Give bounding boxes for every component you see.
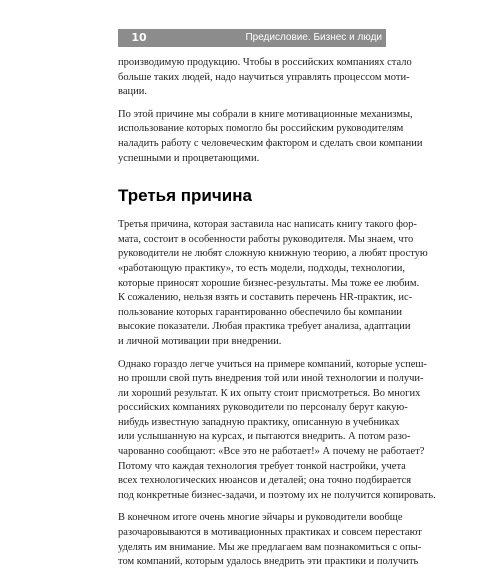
text-line: успешными и процветающими. <box>118 152 260 164</box>
text-line: мата, состоит в особенности работы руководителя. Мы знаем, что <box>118 233 414 245</box>
text-line: наладить работу с человеческим фактором и сделать свои компании <box>118 137 423 149</box>
paragraph <box>118 108 423 166</box>
text-line: руководители не любят сложную книжную теорию, а любят простую <box>118 248 428 260</box>
text-line: больше таких людей, надо научиться управлять процессом моти- <box>118 71 410 83</box>
text-line: том компаний, которым удалось внедрить эти практики и получить <box>118 556 419 568</box>
text-line: разочаровываются в мотивационных практиках и совсем перестают <box>118 527 422 539</box>
text-line: всех технологических нюансов и деталей; она точно подбирается <box>118 475 412 487</box>
text-line: Третья причина, которая заставила нас написать книгу такого фор- <box>118 219 417 231</box>
text-line: нибудь известную западную практику, описанную в учебниках <box>118 416 400 428</box>
text-line: чарованно сообщают: «Все это не работает!» А почему не работает? <box>118 446 425 458</box>
text-line: использование которых помогло бы российским руководителям <box>118 123 404 135</box>
text-line: российских компаниях руководители по персоналу берут какую- <box>118 402 408 414</box>
text-line: Однако гораздо легче учиться на примере компаний, которые успеш- <box>118 358 427 370</box>
text-line: производимую продукцию. Чтобы в российских компаниях стало <box>118 57 412 68</box>
text-line: вации. <box>118 86 147 98</box>
section-heading: Третья причина <box>118 186 252 206</box>
text-line: но прошли свой путь внедрения той или иной технологии и получи- <box>118 373 424 385</box>
running-title: Предисловие. Бизнес и люди <box>245 32 382 43</box>
text-line: Потому что каждая технология требует тонкой настройки, учета <box>118 460 406 472</box>
text-line: В конечном итоге очень многие эйчары и руководители вообще <box>118 512 403 524</box>
paragraph <box>118 56 412 100</box>
paragraph <box>118 511 422 569</box>
paragraph <box>118 358 436 504</box>
page-number: 10 <box>131 31 147 44</box>
text-line: По этой причине мы собрали в книге мотивационные механизмы, <box>118 108 413 120</box>
text-line: пользование которых гарантированно обеспечило бы компании <box>118 306 402 318</box>
text-line: К сожалению, нельзя взять и составить перечень HR-практик, ис- <box>118 292 413 304</box>
text-line: или услышанную на курсах, и пытаются внедрить. А потом разо- <box>118 431 411 443</box>
text-line: которые приносят хорошие бизнес-результаты. Мы тоже ее любим. <box>118 277 420 289</box>
text-line: высокие показатели. Любая практика требует анализа, адаптации <box>118 321 411 333</box>
text-line: под конкретные бизнес-задачи, и поэтому их не получится копировать. <box>118 489 436 501</box>
text-line: уделять им внимание. Мы же предлагаем вам познакомиться с опы- <box>118 541 422 553</box>
text-line: и личной мотивации при внедрении. <box>118 335 282 347</box>
text-line: ли хороший результат. К их опыту стоит присмотреться. Во многих <box>118 387 421 399</box>
text-line: «работающую практику», то есть модели, подходы, технологии, <box>118 262 406 274</box>
paragraph <box>118 218 428 349</box>
